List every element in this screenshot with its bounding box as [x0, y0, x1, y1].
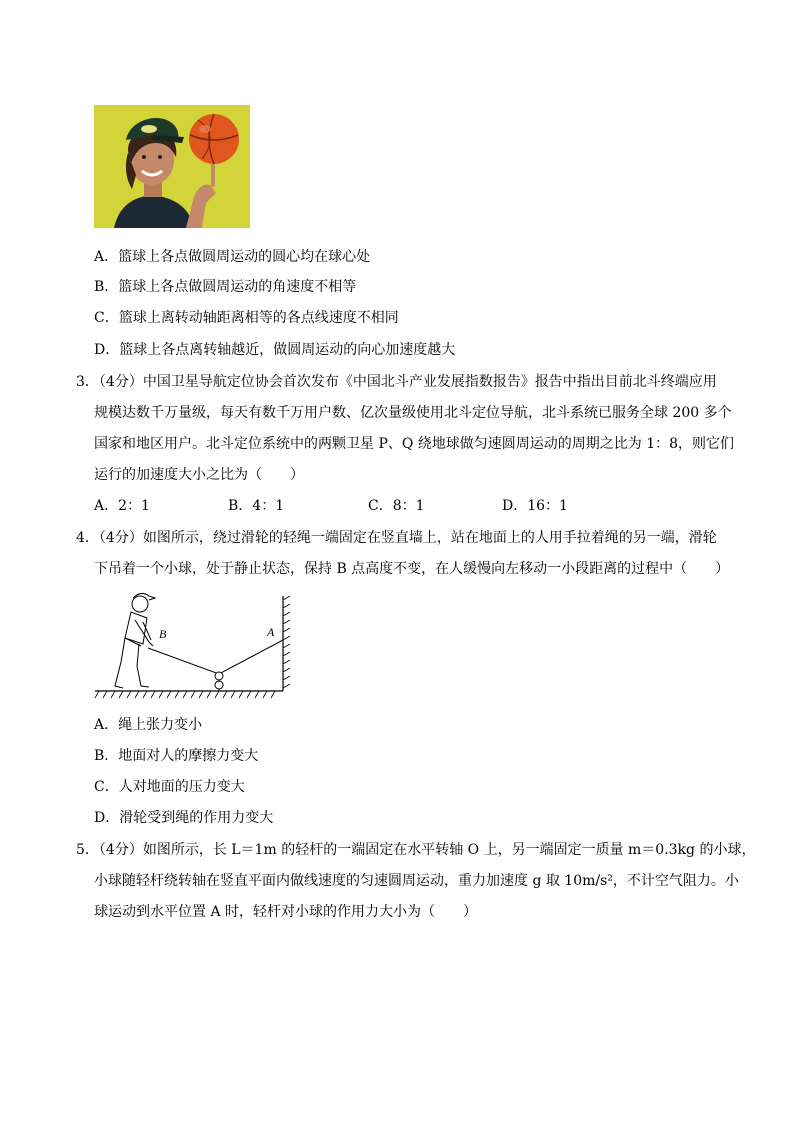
q5-stem-line-1: 5．（4分）如图所示，长 L＝1m 的轻杆的一端固定在水平转轴 O 上，另一端固定一质量 m＝0.3kg 的小球， [76, 842, 756, 858]
q4-option-a: A．绳上张力变小 [94, 717, 203, 733]
q4-figure [93, 590, 293, 700]
q3-stem-line-2: 规模达数千万量级，每天有数千万用户数、亿次量级使用北斗定位导航，北斗系统已服务全球 200 多个 [94, 405, 732, 421]
q4-option-c: C．人对地面的压力变大 [94, 779, 245, 795]
q3-option-b: B．4：1 [228, 498, 285, 514]
q2-option-d: D．篮球上各点离转轴越近，做圆周运动的向心加速度越大 [94, 342, 456, 358]
q4-stem-line-1: 4．（4分）如图所示，绕过滑轮的轻绳一端固定在竖直墙上，站在地面上的人用手拉着绳的另一端，滑轮 [76, 530, 717, 546]
q3-option-d: D．16：1 [502, 498, 568, 514]
basketball-photo [94, 105, 250, 228]
q4-option-b: B．地面对人的摩擦力变大 [94, 748, 259, 764]
q4-figure-label-b: B [159, 627, 167, 641]
q5-stem-line-2: 小球随轻杆绕转轴在竖直平面内做线速度的匀速圆周运动，重力加速度 g 取 10m/s²，不计空气阻力。小 [94, 873, 739, 889]
q5-stem-line-3: 球运动到水平位置 A 时，轻杆对小球的作用力大小为（ ） [94, 904, 478, 920]
q3-stem-line-1: 3．（4分）中国卫星导航定位协会首次发布《中国北斗产业发展指数报告》报告中指出目前北斗终端应用 [76, 374, 717, 390]
q3-stem-line-4: 运行的加速度大小之比为（ ） [94, 467, 304, 483]
q3-option-a: A．2：1 [94, 498, 150, 514]
q2-option-b: B．篮球上各点做圆周运动的角速度不相等 [94, 279, 357, 295]
q2-option-a: A．篮球上各点做圆周运动的圆心均在球心处 [94, 249, 371, 265]
q4-stem-line-2: 下吊着一个小球，处于静止状态，保持 B 点高度不变，在人缓慢向左移动一小段距离的过程中（ ） [94, 561, 730, 577]
q3-stem-line-3: 国家和地区用户。北斗定位系统中的两颗卫星 P、Q 绕地球做匀速圆周运动的周期之比为 1：8，则它们 [94, 436, 735, 452]
q4-figure-label-a: A [267, 625, 275, 639]
q2-option-c: C．篮球上离转动轴距离相等的各点线速度不相同 [94, 310, 399, 326]
q4-option-d: D．滑轮受到绳的作用力变大 [94, 810, 274, 826]
q3-option-c: C．8：1 [368, 498, 425, 514]
